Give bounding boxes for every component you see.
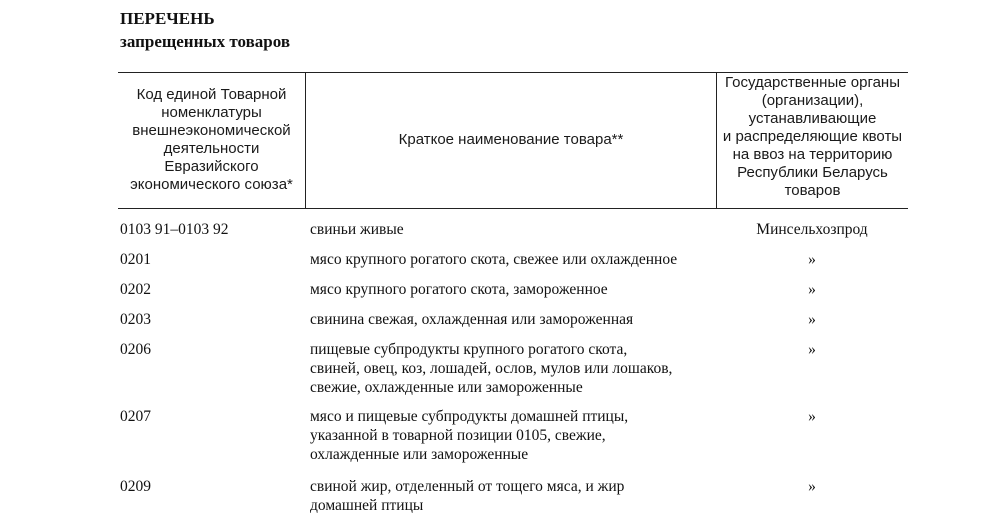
row-code: 0201 — [120, 251, 151, 268]
header-org-line: (организации), — [761, 92, 864, 109]
header-code-line: Код единой Товарной — [136, 86, 287, 103]
header-org-line: Государственные органы — [724, 74, 900, 91]
row-name-line: мясо крупного рогатого скота, замороженное — [310, 281, 608, 298]
row-org-ditto: » — [808, 311, 816, 328]
row-name-line: охлажденные или замороженные — [310, 446, 529, 463]
row-name — [310, 477, 730, 515]
row-code: 0202 — [120, 281, 151, 298]
header-org-line: Республики Беларусь — [737, 164, 888, 181]
header-bottom-rule — [118, 208, 908, 209]
row-org-ditto: » — [808, 251, 816, 268]
header-org-line: и распределяющие квоты — [722, 128, 903, 145]
row-name — [310, 407, 730, 464]
row-code: 0203 — [120, 311, 151, 328]
row-name-line: свиней, овец, коз, лошадей, ослов, мулов или лошаков, — [310, 360, 673, 377]
row-name — [310, 220, 730, 239]
row-org-ditto: » — [808, 281, 816, 298]
row-org: Минсельхозпрод — [756, 221, 868, 238]
row-name-line: свинина свежая, охлажденная или замороженная — [310, 311, 634, 328]
row-code: 0103 91–0103 92 — [120, 221, 229, 238]
header-code — [118, 72, 305, 208]
row-org-ditto: » — [808, 478, 816, 495]
row-name-line: пищевые субпродукты крупного рогатого скота, — [310, 341, 628, 358]
row-org-ditto: » — [808, 341, 816, 358]
header-org-line: товаров — [784, 182, 841, 199]
header-code-line: внешнеэкономической — [132, 122, 291, 139]
document-subtitle: запрещенных товаров — [120, 32, 291, 51]
row-code: 0207 — [120, 408, 151, 425]
row-name — [310, 250, 730, 269]
header-name — [306, 72, 716, 208]
header-org — [717, 74, 908, 208]
header-code-line: Евразийского — [164, 158, 259, 175]
row-name-line: указанной в товарной позиции 0105, свежие, — [310, 427, 606, 444]
row-code: 0206 — [120, 341, 151, 358]
header-code-line: деятельности — [163, 140, 260, 157]
header-code-line: экономического союза* — [130, 176, 293, 193]
document-title: ПЕРЕЧЕНЬ — [120, 9, 215, 28]
header-org-line: на ввоз на территорию — [732, 146, 893, 163]
row-name-line: домашней птицы — [310, 497, 424, 514]
row-name-line: мясо крупного рогатого скота, свежее или охлажденное — [310, 251, 678, 268]
row-code: 0209 — [120, 478, 151, 495]
row-org-ditto: » — [808, 408, 816, 425]
header-name-line: Краткое наименование товара** — [398, 131, 624, 148]
row-name — [310, 280, 730, 299]
row-name — [310, 340, 730, 397]
header-org-line: устанавливающие — [748, 110, 877, 127]
row-name — [310, 310, 730, 329]
row-name-line: свежие, охлажденные или замороженные — [310, 379, 583, 396]
row-name-line: свиной жир, отделенный от тощего мяса, и жир — [310, 478, 625, 495]
row-name-line: свиньи живые — [310, 221, 404, 238]
row-name-line: мясо и пищевые субпродукты домашней птицы, — [310, 408, 629, 425]
header-code-line: номенклатуры — [161, 104, 262, 121]
